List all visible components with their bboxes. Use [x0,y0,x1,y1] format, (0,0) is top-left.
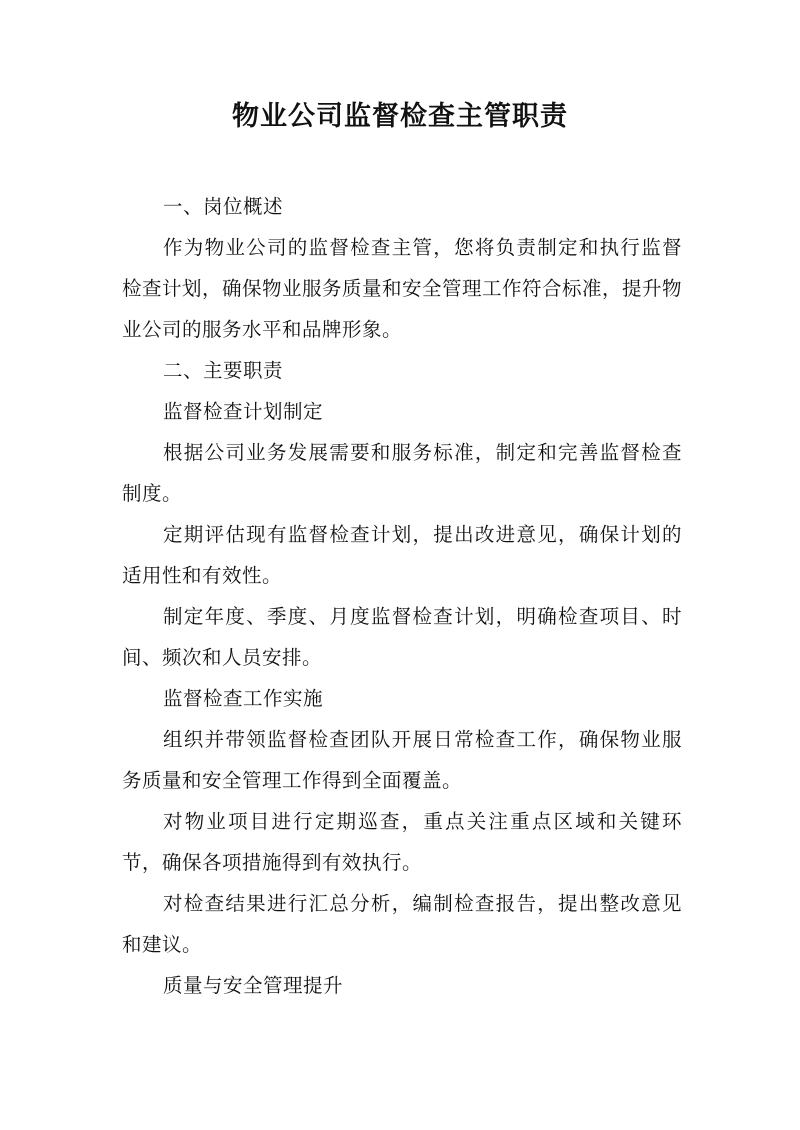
overview-paragraph: 作为物业公司的监督检查主管，您将负责制定和执行监督检查计划，确保物业服务质量和安全管理工作符合标准，提升物业公司的服务水平和品牌形象。 [122,236,683,341]
document-title: 物业公司监督检查主管职责 [232,101,568,132]
duty-paragraph: 定期评估现有监督检查计划，提出改进意见，确保计划的适用性和有效性。 [122,523,682,587]
section-heading-duties: 二、主要职责 [163,359,284,382]
duty-paragraph: 根据公司业务发展需要和服务标准，制定和完善监督检查制度。 [122,441,682,505]
document-body [122,186,682,1006]
duty-paragraph: 组织并带领监督检查团队开展日常检查工作，确保物业服务质量和安全管理工作得到全面覆盖。 [122,728,682,792]
duty-paragraph: 制定年度、季度、月度监督检查计划，明确检查项目、时间、频次和人员安排。 [122,605,682,669]
section-heading-overview: 一、岗位概述 [163,195,284,218]
duty-paragraph: 对检查结果进行汇总分析，编制检查报告，提出整改意见和建议。 [122,892,682,956]
subheading-implementation: 监督检查工作实施 [163,687,324,710]
duty-paragraph: 对物业项目进行定期巡查，重点关注重点区域和关键环节，确保各项措施得到有效执行。 [122,810,682,874]
subheading-quality-safety: 质量与安全管理提升 [163,974,344,997]
subheading-plan-making: 监督检查计划制定 [163,400,324,423]
